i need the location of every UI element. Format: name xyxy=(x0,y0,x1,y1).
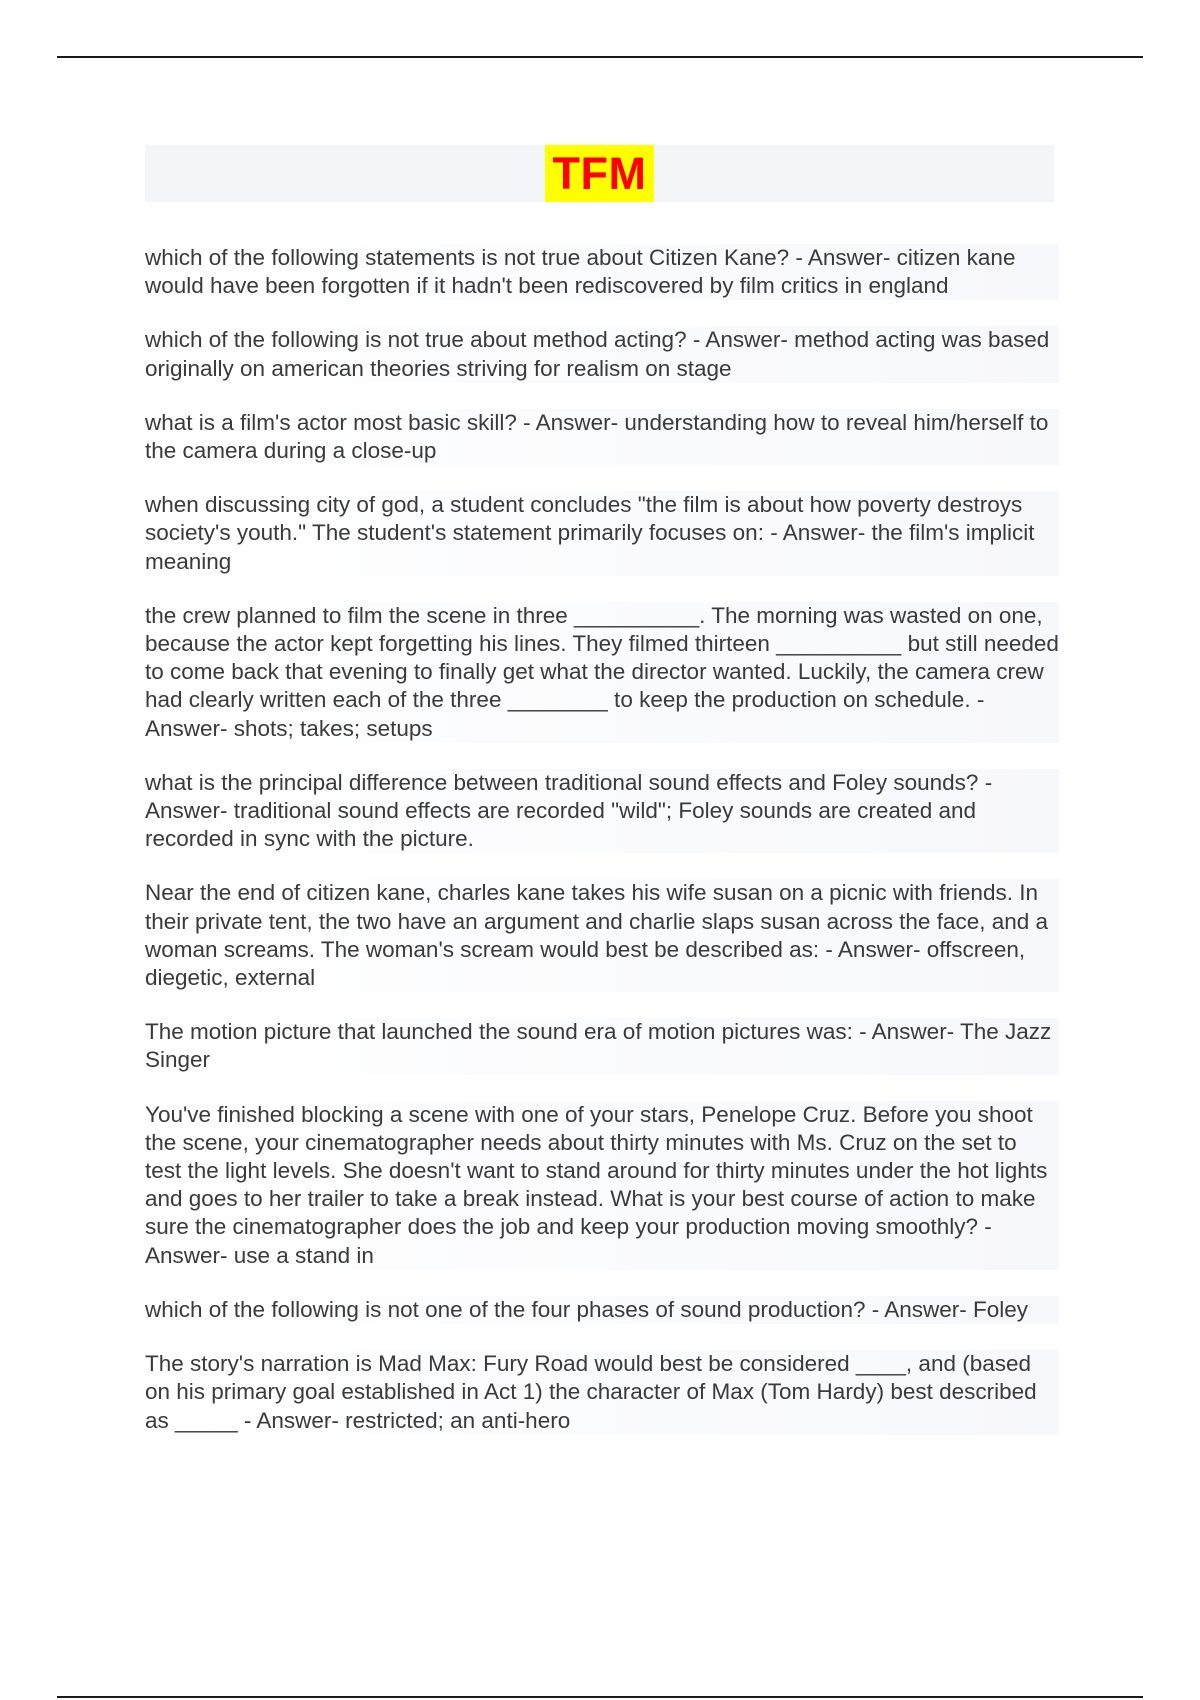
qa-item: The story's narration is Mad Max: Fury Road would best be considered ____, and (based on his primary goal established in Act 1) the character of Max (Tom Hardy) best described as _____ - Answer- restricted; an anti-hero xyxy=(145,1350,1059,1435)
qa-item: You've finished blocking a scene with one of your stars, Penelope Cruz. Before you shoot the scene, your cinematographer needs about thirty minutes with Ms. Cruz on the set to test the light levels. She doesn't want to stand around for thirty minutes under the hot lights and goes to her trailer to take a break instead. What is your best course of action to make sure the cinematographer does the job and keep your production moving smoothly? - Answer- use a stand in xyxy=(145,1101,1059,1270)
bottom-rule xyxy=(57,1696,1143,1698)
title-band xyxy=(145,145,1054,202)
qa-list xyxy=(145,244,1059,1461)
qa-item: when discussing city of god, a student concludes "the film is about how poverty destroys society's youth." The student's statement primarily focuses on: - Answer- the film's implicit meaning xyxy=(145,491,1059,576)
qa-item: which of the following statements is not true about Citizen Kane? - Answer- citizen kane would have been forgotten if it hadn't been rediscovered by film critics in england xyxy=(145,244,1059,300)
qa-item: The motion picture that launched the sound era of motion pictures was: - Answer- The Jazz Singer xyxy=(145,1018,1059,1074)
qa-item: which of the following is not true about method acting? - Answer- method acting was based originally on american theories striving for realism on stage xyxy=(145,326,1059,382)
qa-item: Near the end of citizen kane, charles kane takes his wife susan on a picnic with friends. In their private tent, the two have an argument and charlie slaps susan across the face, and a woman screams. The woman's scream would best be described as: - Answer- offscreen, diegetic, external xyxy=(145,879,1059,992)
top-rule xyxy=(57,56,1143,58)
qa-item: what is the principal difference between traditional sound effects and Foley sounds? - Answer- traditional sound effects are recorded "wild"; Foley sounds are created and recorded in sync with the picture. xyxy=(145,769,1059,854)
qa-item: which of the following is not one of the four phases of sound production? - Answer- Foley xyxy=(145,1296,1059,1324)
qa-item: the crew planned to film the scene in three __________. The morning was wasted on one, because the actor kept forgetting his lines. They filmed thirteen __________ but still needed to come back that evening to finally get what the director wanted. Luckily, the camera crew had clearly written each of the three ________ to keep the production on schedule. - Answer- shots; takes; setups xyxy=(145,602,1059,743)
document-title: TFM xyxy=(545,145,655,202)
qa-item: what is a film's actor most basic skill? - Answer- understanding how to reveal him/herself to the camera during a close-up xyxy=(145,409,1059,465)
